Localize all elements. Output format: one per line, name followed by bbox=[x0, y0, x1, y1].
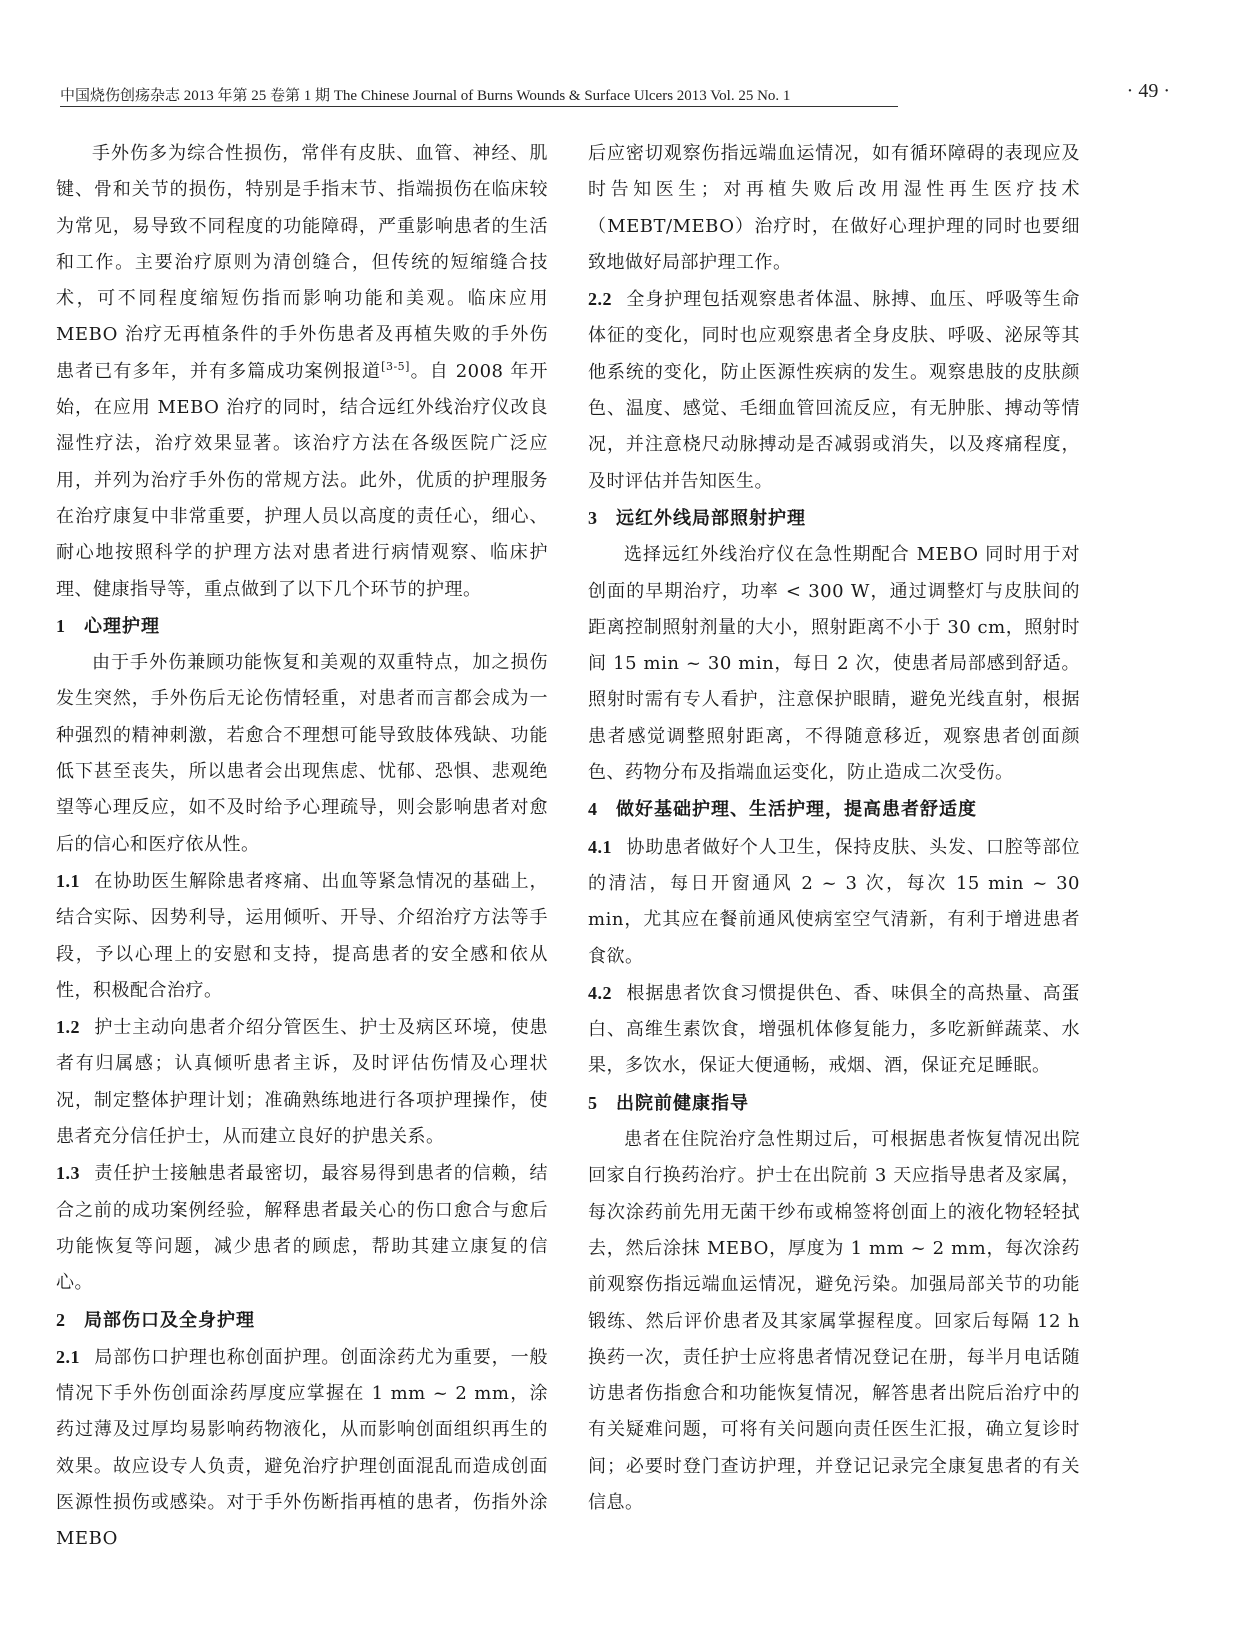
left-column bbox=[56, 136, 548, 1558]
subsection-number: 4.2 bbox=[588, 982, 612, 1003]
subsection-number: 1.3 bbox=[56, 1163, 80, 1184]
section-3-heading bbox=[588, 500, 1080, 537]
page-number: · 49 · bbox=[1126, 80, 1170, 102]
section-3-text: 选择远红外线治疗仪在急性期配合 MEBO 同时用于对创面的早期治疗，功率 < 300 W，通过调整灯与皮肤间的距离控制照射剂量的大小，照射距离不小于 30 cm，照射时间 15 min ~ 30 min，每日 2 次，使患者局部感到舒适。照射时需有专人看护，注意保护眼睛，避免光线直射，根据患者感觉调整照射距离，不得随意移近，观察患者创面颜色、药物分布及指端血运变化，防止造成二次受伤。 bbox=[588, 544, 1080, 784]
section-number: 5 bbox=[588, 1092, 598, 1113]
header-rule bbox=[60, 106, 898, 107]
section-number: 2 bbox=[56, 1309, 66, 1330]
subsection-text: 责任护士接触患者最密切，最容易得到患者的信赖，结合之前的成功案例经验，解释患者最关心的伤口愈合与愈后功能恢复等问题，减少患者的顾虑，帮助其建立康复的信心。 bbox=[56, 1163, 548, 1294]
subsection-text: 协助患者做好个人卫生，保持皮肤、头发、口腔等部位的清洁，每日开窗通风 2 ~ 3 次，每次 15 min ~ 30 min，尤其应在餐前通风使病室空气清新，有利于增进患者食欲。 bbox=[588, 836, 1080, 967]
subsection-2-1-continued: 后应密切观察伤指远端血运情况，如有循环障碍的表现应及时告知医生；对再植失败后改用湿性再生医疗技术（MEBT/MEBO）治疗时，在做好心理护理的同时也要细致地做好局部护理工作。 bbox=[588, 143, 1080, 273]
subsection-1-2 bbox=[56, 1009, 548, 1155]
section-number: 1 bbox=[56, 615, 66, 636]
intro-paragraph bbox=[56, 136, 548, 608]
subsection-number: 1.1 bbox=[56, 870, 80, 891]
subsection-1-3 bbox=[56, 1155, 548, 1301]
section-title: 远红外线局部照射护理 bbox=[616, 507, 806, 529]
subsection-4-2 bbox=[588, 975, 1080, 1085]
subsection-text: 局部伤口护理也称创面护理。创面涂药尤为重要，一般情况下手外伤创面涂药厚度应掌握在 1 mm ~ 2 mm，涂药过薄及过厚均易影响药物液化，从而影响创面组织再生的效果。故应设专人负责，避免治疗护理创面混乱而造成创面医源性损伤或感染。对于手外伤断指再植的患者，伤指外涂 MEBO bbox=[56, 1346, 548, 1550]
section-number: 3 bbox=[588, 507, 598, 528]
intro-text-2: 。自 2008 年开始，在应用 MEBO 治疗的同时，结合远红外线治疗仪改良湿性疗法，治疗效果显著。该治疗方法在各级医院广泛应用，并列为治疗手外伤的常规方法。此外，优质的护理服务在治疗康复中非常重要，护理人员以高度的责任心，细心、耐心地按照科学的护理方法对患者进行病情观察、临床护理、健康指导等，重点做到了以下几个环节的护理。 bbox=[56, 360, 548, 600]
section-4-heading bbox=[588, 791, 1080, 828]
intro-text-1: 手外伤多为综合性损伤，常伴有皮肤、血管、神经、肌键、骨和关节的损伤，特别是手指末节、指端损伤在临床较为常见，易导致不同程度的功能障碍，严重影响患者的生活和工作。主要治疗原则为清创缝合，但传统的短缩缝合技术，可不同程度缩短伤指而影响功能和美观。临床应用 MEBO 治疗无再植条件的手外伤患者及再植失败的手外伤患者已有多年，并有多篇成功案例报道 bbox=[56, 143, 548, 382]
section-1-text: 由于手外伤兼顾功能恢复和美观的双重特点，加之损伤发生突然，手外伤后无论伤情轻重，对患者而言都会成为一种强烈的精神刺激，若愈合不理想可能导致肢体残缺、功能低下甚至丧失，所以患者会出现焦虑、忧郁、恐惧、悲观绝望等心理反应，如不及时给予心理疏导，则会影响患者对愈后的信心和医疗依从性。 bbox=[56, 652, 548, 855]
subsection-text: 全身护理包括观察患者体温、脉搏、血压、呼吸等生命体征的变化，同时也应观察患者全身皮肤、呼吸、泌尿等其他系统的变化，防止医源性疾病的发生。观察患肢的皮肤颜色、温度、感觉、毛细血管回流反应，有无肿胀、搏动等情况，并注意桡尺动脉搏动是否减弱或消失，以及疼痛程度，及时评估并告知医生。 bbox=[588, 289, 1080, 492]
section-title: 心理护理 bbox=[84, 615, 160, 637]
section-title: 出院前健康指导 bbox=[616, 1092, 749, 1114]
subsection-2-1 bbox=[56, 1339, 548, 1558]
section-title: 局部伤口及全身护理 bbox=[84, 1309, 255, 1331]
subsection-text: 根据患者饮食习惯提供色、香、味俱全的高热量、高蛋白、高维生素饮食，增强机体修复能力，多吃新鲜蔬菜、水果，多饮水，保证大便通畅，戒烟、酒，保证充足睡眠。 bbox=[588, 982, 1080, 1077]
subsection-2-2 bbox=[588, 281, 1080, 500]
subsection-text: 护士主动向患者介绍分管医生、护士及病区环境，使患者有归属感；认真倾听患者主诉，及时评估伤情及心理状况，制定整体护理计划；准确熟练地进行各项护理操作，使患者充分信任护士，从而建立良好的护患关系。 bbox=[56, 1017, 548, 1148]
section-5-text: 患者在住院治疗急性期过后，可根据患者恢复情况出院回家自行换药治疗。护士在出院前 3 天应指导患者及家属，每次涂药前先用无菌干纱布或棉签将创面上的液化物轻轻拭去，然后涂抹 MEBO，厚度为 1 mm ~ 2 mm，每次涂药前观察伤指远端血运情况，避免污染。加强局部关节的功能锻练、然后评价患者及其家属掌握程度。回家后每隔 12 h 换药一次，责任护士应将患者情况登记在册，每半月电话随访患者伤指愈合和功能恢复情况，解答患者出院后治疗中的有关疑难问题，可将有关问题向责任医生汇报，确立复诊时间；必要时登门查访护理，并登记记录完全康复患者的有关信息。 bbox=[588, 1129, 1080, 1513]
right-column bbox=[588, 136, 1080, 1521]
subsection-1-1 bbox=[56, 863, 548, 1009]
running-header bbox=[60, 80, 1180, 108]
subsection-number: 2.1 bbox=[56, 1346, 80, 1367]
citation-ref: [3-5] bbox=[381, 359, 410, 373]
section-title: 做好基础护理、生活护理，提高患者舒适度 bbox=[616, 799, 977, 821]
subsection-text: 在协助医生解除患者疼痛、出血等紧急情况的基础上，结合实际、因势利导，运用倾听、开导、介绍治疗方法等手段，予以心理上的安慰和支持，提高患者的安全感和依从性，积极配合治疗。 bbox=[56, 870, 548, 1001]
subsection-number: 4.1 bbox=[588, 836, 612, 857]
section-1-heading bbox=[56, 608, 548, 645]
subsection-4-1 bbox=[588, 829, 1080, 975]
section-2-heading bbox=[56, 1302, 548, 1339]
section-number: 4 bbox=[588, 799, 598, 820]
subsection-number: 1.2 bbox=[56, 1017, 80, 1038]
section-5-heading bbox=[588, 1085, 1080, 1122]
subsection-number: 2.2 bbox=[588, 289, 612, 310]
running-title: 中国烧伤创疡杂志 2013 年第 25 卷第 1 期 The Chinese Journal of Burns Wounds & Surface Ulcers 2013 Vol. 25 No. 1 bbox=[60, 88, 791, 104]
